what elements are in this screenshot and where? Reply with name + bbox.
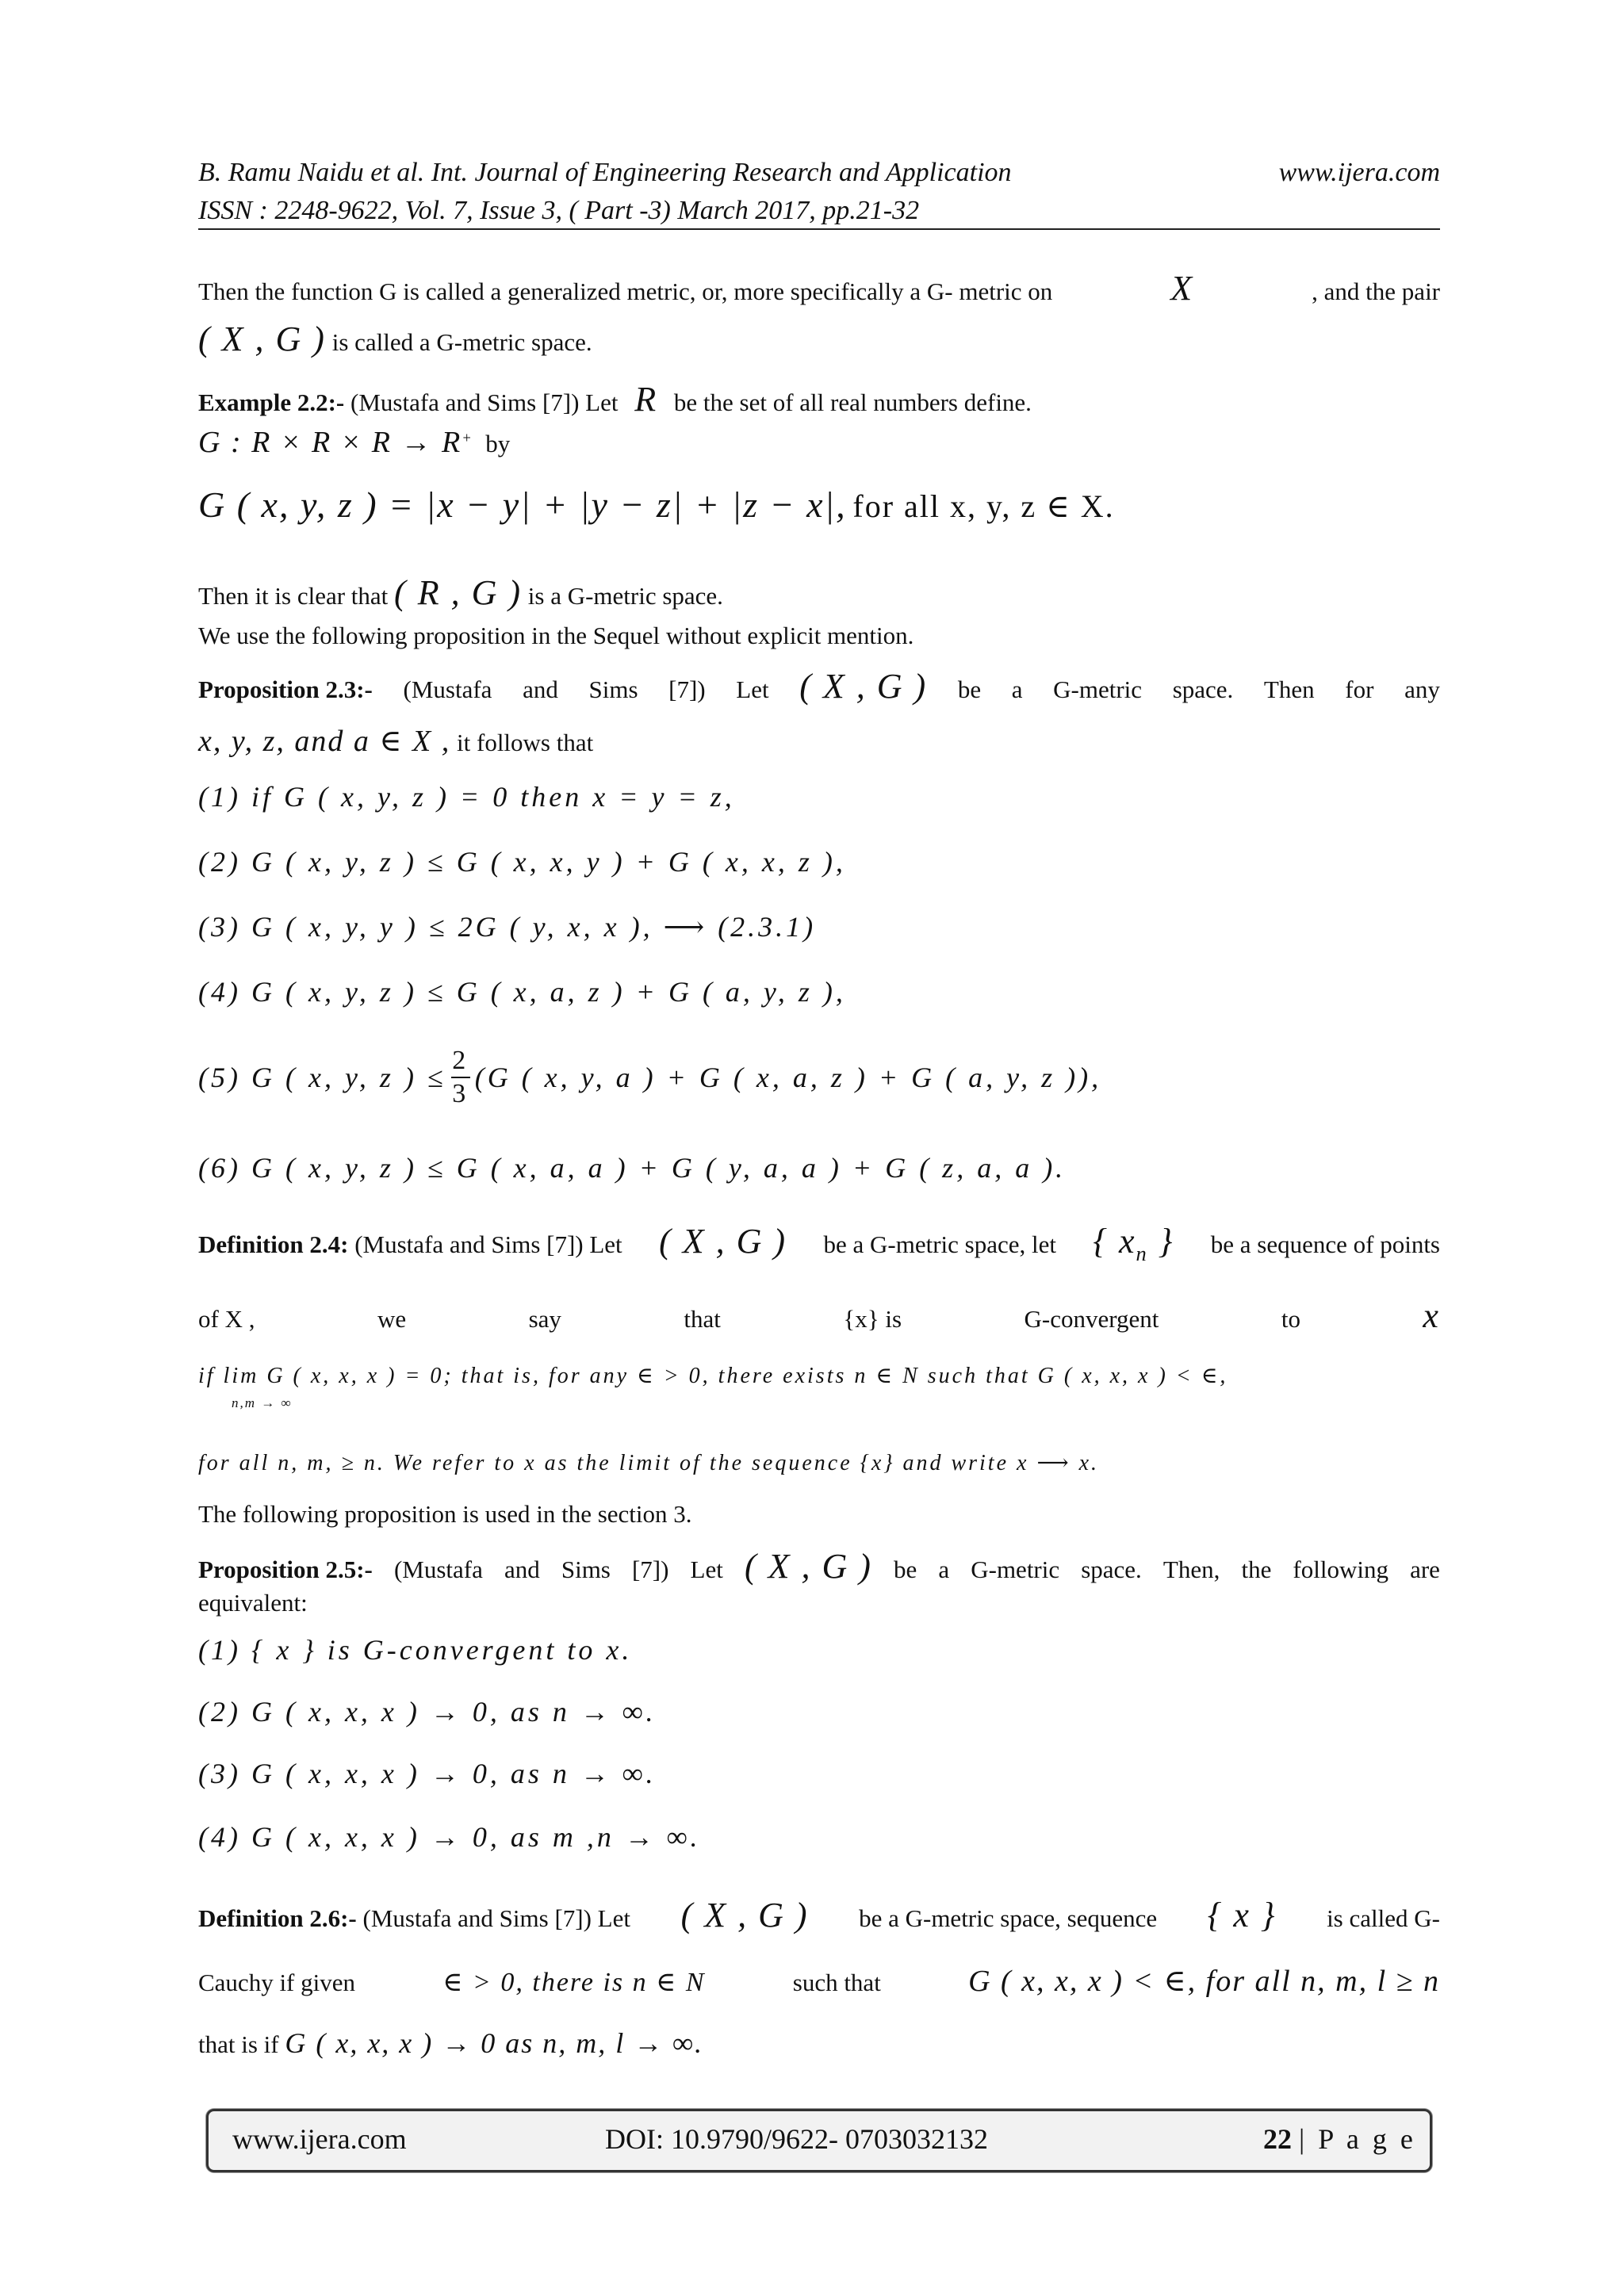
- limit-subscript: [232, 1395, 293, 1411]
- word: Let: [736, 675, 769, 703]
- fraction-numerator: 2: [452, 1046, 469, 1075]
- example-2-2: [198, 379, 1440, 419]
- journal-title: B. Ramu Naidu et al. Int. Journal of Engineering Research and Application: [198, 158, 1012, 187]
- math-limit-statement: if lim G ( x, x, x ) = 0; that is, for any ∈ > 0, there exists n ∈ N such that G ( x, x, x ) < ∈,: [198, 1364, 1228, 1388]
- example-map: G : R × R × R → R+ by: [198, 426, 511, 459]
- word: Sims: [561, 1556, 611, 1583]
- math-limit-def: for all n, m, ≥ n. We refer to x as the limit of the sequence {x} and write x ⟶ x.: [198, 1451, 1100, 1475]
- word: a: [938, 1556, 950, 1583]
- definition-2-4: [198, 1221, 1440, 1266]
- math-map: G : R × R × R → R: [198, 426, 462, 459]
- prop25-item-3: (3) G ( x, x, x ) → 0, as n → ∞.: [198, 1758, 657, 1789]
- definition-2-6: [198, 1895, 1440, 1935]
- word: for: [1345, 675, 1374, 703]
- word: (Mustafa: [393, 1556, 483, 1583]
- text: equivalent:: [198, 1589, 308, 1617]
- math-seq: { x }: [1207, 1896, 1277, 1934]
- proposition-label: Proposition 2.5:-: [198, 1556, 373, 1583]
- footer-page-number: [1263, 2122, 1416, 2156]
- math-RG: ( R , G ): [394, 573, 523, 612]
- word: of X ,: [198, 1305, 255, 1333]
- math-XG: ( X , G ): [744, 1547, 872, 1586]
- para-following: [198, 1500, 1440, 1529]
- word: be: [894, 1556, 917, 1583]
- prop25-item-1: (1) { x } is G-convergent to x.: [198, 1634, 633, 1666]
- math-XG: ( X , G ): [198, 320, 326, 358]
- math-epsilon: ∈ > 0, there is n ∈ N: [442, 1968, 706, 1997]
- text: We use the following proposition in the Sequel without explicit mention.: [198, 622, 914, 649]
- item-5-right: (G ( x, y, a ) + G ( x, a, z ) + G ( a, y, z )),: [474, 1062, 1102, 1093]
- text: , and the pair: [1312, 277, 1440, 305]
- word: to: [1281, 1305, 1300, 1333]
- text: Cauchy if given: [198, 1969, 356, 1996]
- text: be a sequence of points: [1210, 1230, 1440, 1258]
- text: be a G-metric space, sequence: [859, 1904, 1158, 1932]
- example-formula: [198, 484, 1440, 526]
- text: The following proposition is used in the section 3.: [198, 1500, 692, 1528]
- math-seq: { $x_n$ }: [1093, 1222, 1174, 1265]
- issn-line: ISSN : 2248-9622, Vol. 7, Issue 3, ( Part -3) March 2017, pp.21-32: [198, 196, 920, 225]
- word: Let: [690, 1556, 723, 1583]
- page-footer: [206, 2109, 1432, 2172]
- word: a: [1011, 675, 1023, 703]
- word: G-convergent: [1024, 1305, 1159, 1333]
- text: Then it is clear that: [198, 582, 389, 610]
- word: and: [504, 1556, 540, 1583]
- para-sequel: [198, 622, 1440, 650]
- math-R: R: [624, 380, 668, 419]
- example-label: Example 2.2:-: [198, 388, 345, 416]
- definition-2-4-line2: [198, 1295, 1440, 1336]
- word: that: [684, 1305, 721, 1333]
- word: G-metric: [1053, 675, 1143, 703]
- word: following: [1293, 1556, 1388, 1583]
- text: (Mustafa and Sims [7]) Let: [354, 1230, 622, 1258]
- word: [7]): [668, 675, 706, 703]
- definition-2-4-line4: [198, 1449, 1440, 1476]
- math-vars: x, y, z, and a ∈ X ,: [198, 725, 451, 758]
- math-XG: ( X , G ): [680, 1896, 809, 1934]
- text: (Mustafa and Sims [7]) Let: [362, 1904, 630, 1932]
- text: be a G-metric space, let: [823, 1230, 1056, 1258]
- text: is called G-: [1327, 1904, 1440, 1932]
- math-x: x: [1423, 1296, 1440, 1335]
- word: space.: [1172, 675, 1234, 703]
- proposition-2-5-line2: [198, 1589, 1440, 1617]
- running-header: [198, 154, 1440, 230]
- word: are: [1410, 1556, 1440, 1583]
- fraction-denominator: 3: [452, 1079, 469, 1108]
- text: Then the function G is called a generalized metric, or, more specifically a G- metric on: [198, 277, 1053, 305]
- prop-item-5: [198, 1045, 1440, 1110]
- text: it follows that: [457, 729, 594, 756]
- page-label: | P a g e: [1299, 2123, 1416, 2155]
- prop-item-1: (1) if G ( x, y, z ) = 0 then x = y = z,: [198, 781, 735, 813]
- prop25-item-4: (4) G ( x, x, x ) → 0, as m ,n → ∞.: [198, 1821, 701, 1853]
- math-XG: ( X , G ): [799, 667, 928, 706]
- math-lim-sub: n,m → ∞: [232, 1395, 293, 1410]
- prop-item-4: (4) G ( x, y, z ) ≤ G ( x, a, z ) + G ( a, y, z ),: [198, 976, 846, 1008]
- word: any: [1404, 675, 1440, 703]
- word: we: [377, 1305, 407, 1333]
- text: by: [485, 430, 511, 457]
- word: (Mustafa: [403, 675, 492, 703]
- para-gmetric-line2: [198, 319, 1440, 359]
- header-rule: [198, 228, 1440, 230]
- definition-2-4-line3: [198, 1362, 1440, 1389]
- proposition-2-3: [198, 666, 1440, 706]
- math-X: X: [1170, 269, 1194, 308]
- para-clear: [198, 572, 1440, 613]
- math-forall: for all x, y, z ∈ X.: [852, 488, 1115, 524]
- text: such that: [792, 1969, 881, 1996]
- definition-2-6-line2: [198, 1963, 1440, 1999]
- prop25-item-2: (2) G ( x, x, x ) → 0, as n → ∞.: [198, 1696, 657, 1728]
- word: Sims: [588, 675, 638, 703]
- math-cauchy: G ( x, x, x ) < ∈, for all n, m, l ≥ n: [968, 1965, 1440, 1998]
- item-5-left: (5) G ( x, y, z ) ≤: [198, 1062, 446, 1093]
- proposition-label: Proposition 2.3:-: [198, 675, 373, 703]
- math-cauchy-limit: G ( x, x, x ) → 0 as n, m, l → ∞.: [285, 2027, 703, 2059]
- text: is called a G-metric space.: [331, 328, 592, 356]
- proposition-2-5: [198, 1546, 1440, 1586]
- fraction: [451, 1045, 470, 1110]
- text: be the set of all real numbers define.: [673, 388, 1032, 416]
- page-number: 22: [1263, 2123, 1292, 2155]
- definition-2-6-line3: [198, 2026, 1440, 2060]
- math-XG: ( X , G ): [659, 1222, 787, 1261]
- word: G-metric: [971, 1556, 1060, 1583]
- word: Then: [1263, 675, 1315, 703]
- proposition-2-3-line2: [198, 723, 1440, 759]
- journal-website[interactable]: www.ijera.com: [1278, 158, 1440, 187]
- text: is a G-metric space.: [527, 582, 723, 610]
- word: space.: [1081, 1556, 1142, 1583]
- prop-item-3: (3) G ( x, y, y ) ≤ 2G ( y, x, x ), ⟶ (2.3.1): [198, 911, 817, 943]
- word: Then,: [1162, 1556, 1220, 1583]
- definition-label: Definition 2.6:-: [198, 1904, 357, 1932]
- word: the: [1241, 1556, 1272, 1583]
- prop-item-6: (6) G ( x, y, z ) ≤ G ( x, a, a ) + G ( y, a, a ) + G ( z, a, a ).: [198, 1152, 1067, 1184]
- word: {x} is: [843, 1305, 902, 1333]
- footer-doi: DOI: 10.9790/9622- 0703032132: [605, 2123, 988, 2155]
- word: and: [523, 675, 558, 703]
- text: (Mustafa and Sims [7]) Let: [350, 388, 619, 416]
- word: [7]): [631, 1556, 669, 1583]
- prop-item-2: (2) G ( x, y, z ) ≤ G ( x, x, y ) + G ( x, x, z ),: [198, 846, 846, 878]
- math-formula: G ( x, y, z ) = |x − y| + |y − z| + |z − x|,: [198, 484, 847, 525]
- word: be: [957, 675, 982, 703]
- definition-label: Definition 2.4:: [198, 1230, 349, 1258]
- footer-website[interactable]: www.ijera.com: [232, 2123, 407, 2155]
- text: that is if: [198, 2030, 279, 2058]
- para-gmetric-line1: [198, 268, 1440, 308]
- page: [198, 0, 1440, 2296]
- word: say: [528, 1305, 561, 1333]
